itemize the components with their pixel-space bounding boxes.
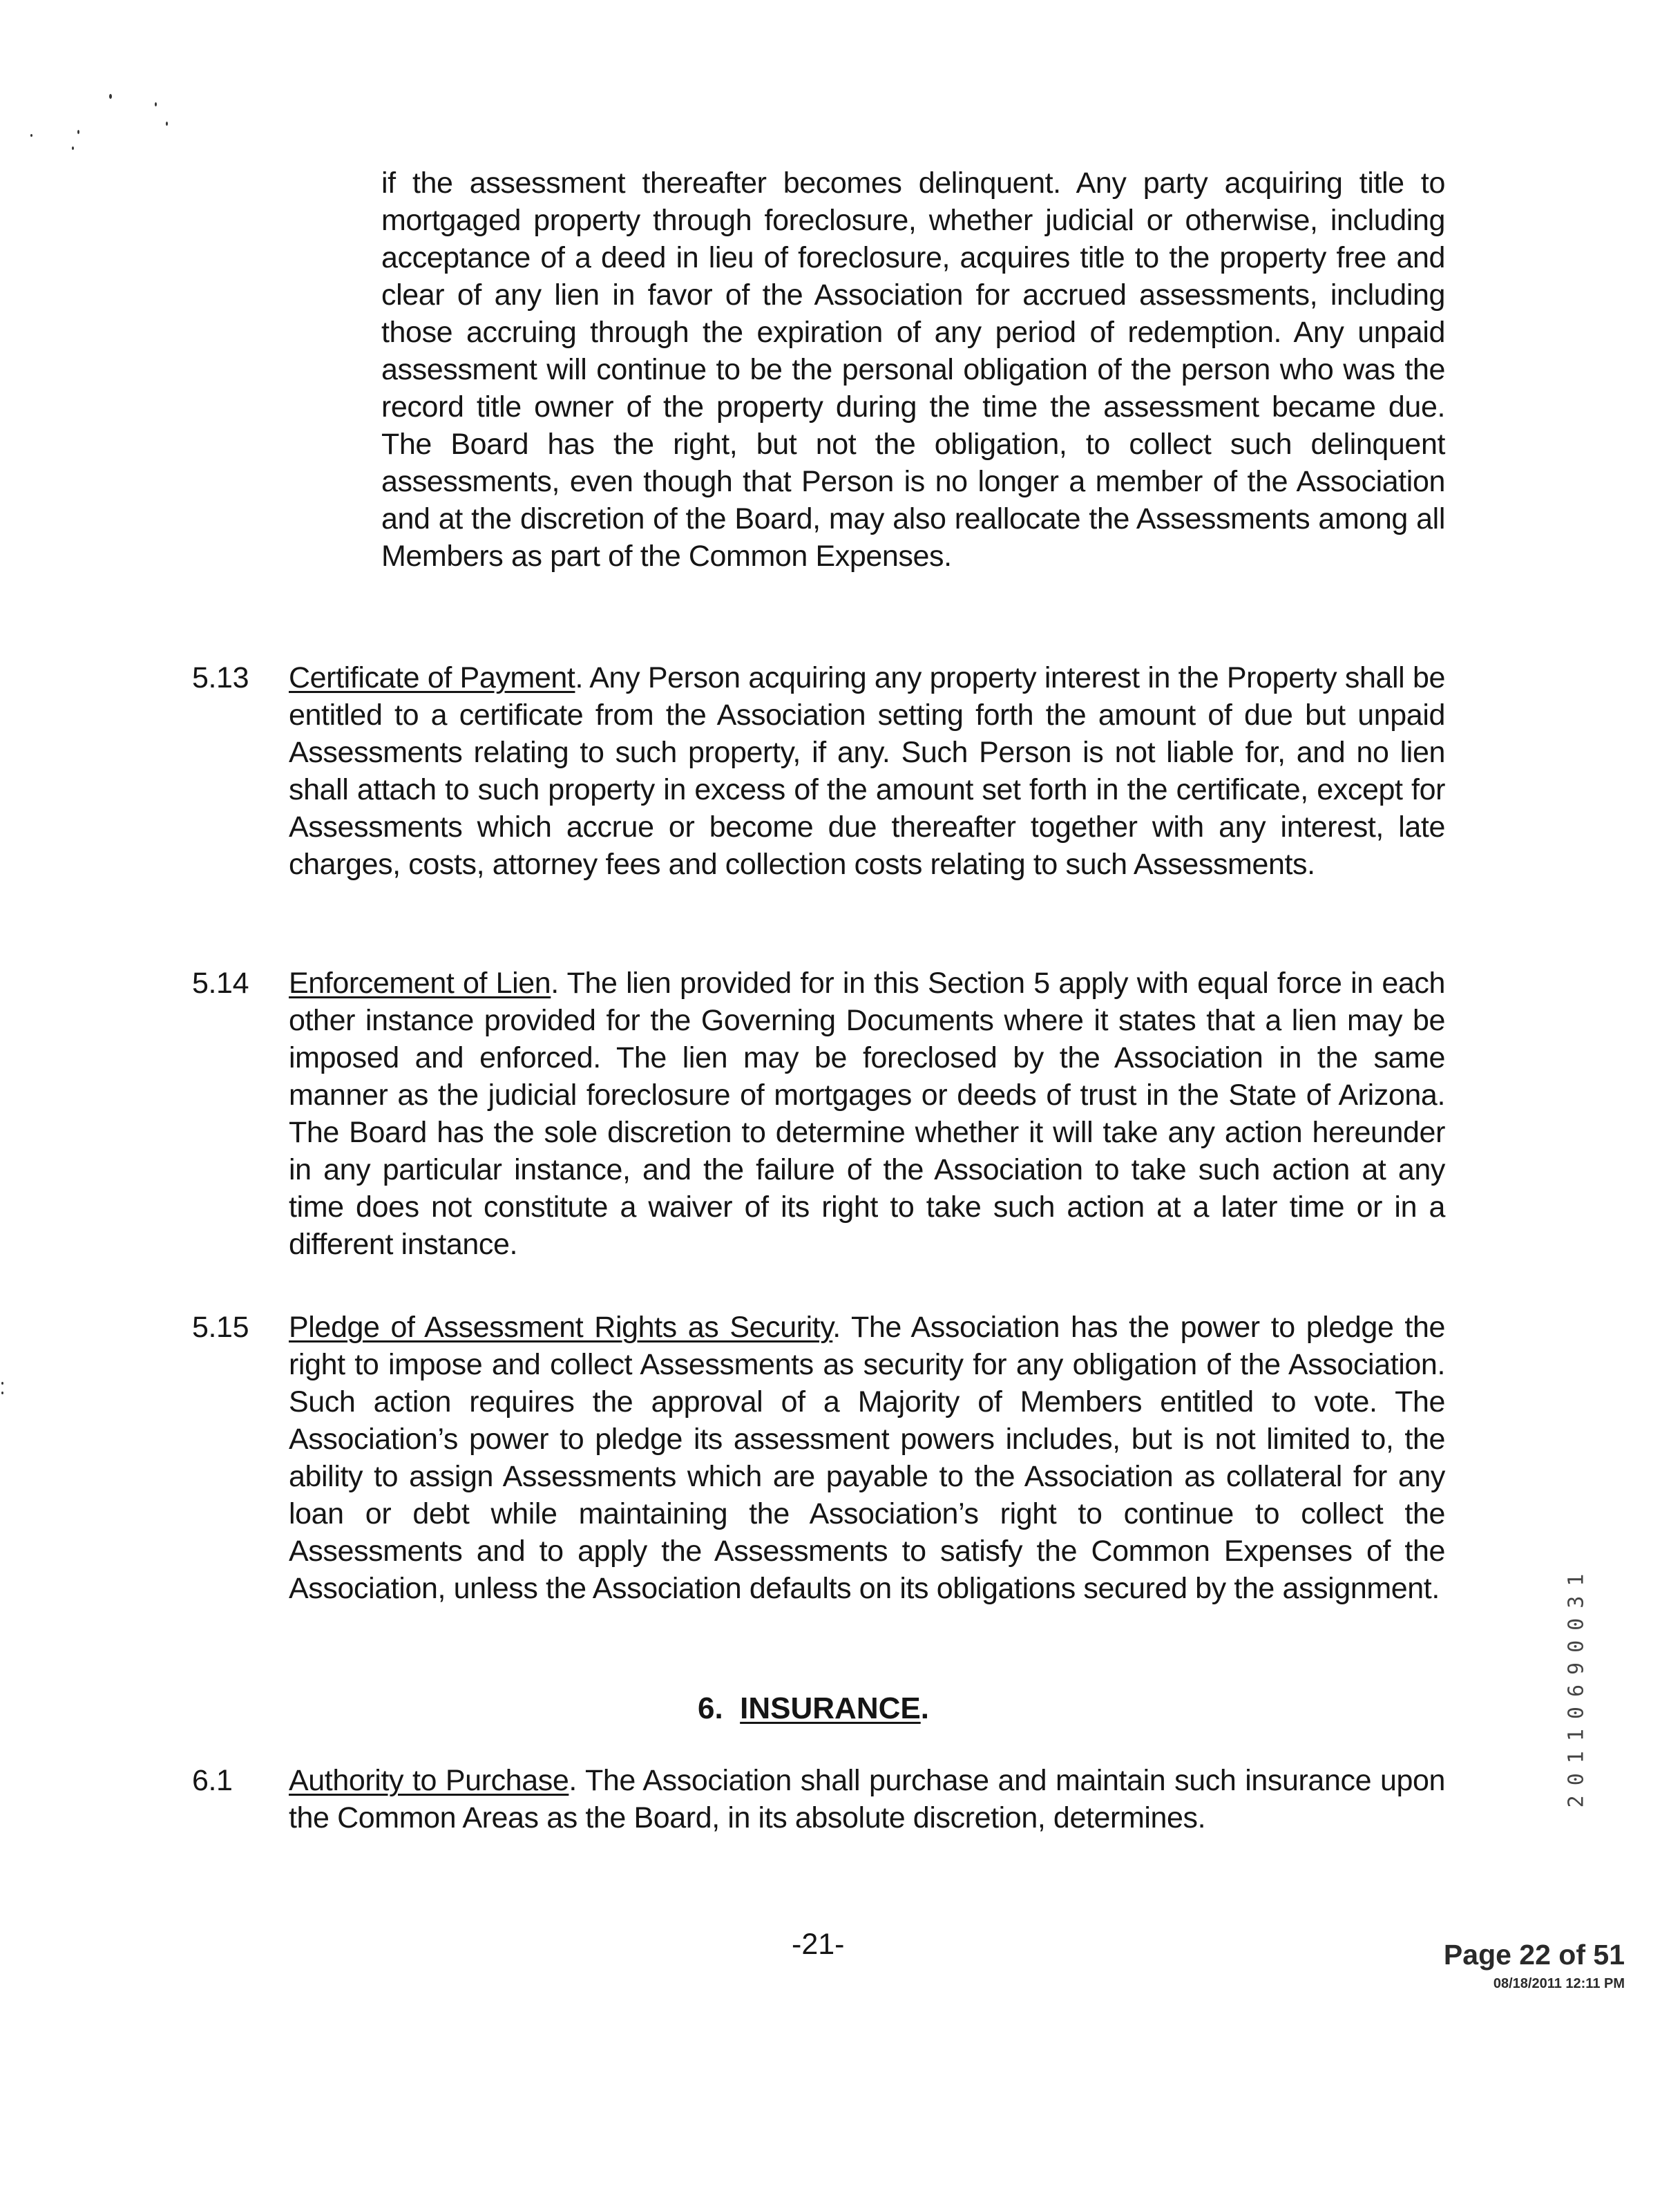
page-number: -21- [792,1928,845,1961]
scan-speck [72,146,74,150]
section-text: . The Association shall purchase and maintain such insurance upon the Common Areas as the Board, in its absolute discretion, determines. [289,1764,1445,1834]
scan-speck [109,94,112,99]
section-heading: Authority to Purchase [289,1764,569,1797]
section-heading: Enforcement of Lien [289,967,551,1000]
scan-speck [77,130,79,134]
section-body [289,965,1445,1263]
recording-number-text: 20110690031 [1564,1564,1589,1808]
recording-number-stamp [1563,1520,1590,1852]
section-number: 5.13 [192,661,249,694]
article-number: 6. [698,1691,723,1725]
section-text: . The Association has the power to pledge the right to impose and collect Assessments as security for any obligation of the Association. Such action requires the approval of a Majority of Members entitled to vote. The Association’s power to pledge its assessment powers includes, but is not limited to, the ability to assign Assessments which are payable to the Association as collateral for any loan or debt while maintaining the Association’s right to continue to collect the Assessments and to apply the Assessments to satisfy the Common Expenses of the Association, unless the Association defaults on its obligations secured by the assignment. [289,1311,1446,1605]
section-heading: Certificate of Payment [289,661,575,694]
section-5-15 [192,1309,1445,1607]
scan-speck [166,122,168,126]
article-heading-insurance [698,1690,929,1727]
section-body [289,1309,1445,1607]
scan-speck [1,1392,3,1394]
section-number: 5.14 [192,967,249,1000]
section-heading: Pledge of Assessment Rights as Security [289,1311,833,1344]
scan-speck [155,102,157,106]
section-number: 6.1 [192,1764,233,1797]
stamp-date: 08/18/2011 12:11 PM [1493,1976,1625,1991]
article-title-period: . [920,1691,929,1725]
section-5-14 [192,965,1445,1263]
section-number: 5.15 [192,1311,249,1344]
scan-speck [30,134,32,137]
stamp-page-count: Page 22 of 51 [1443,1939,1625,1971]
section-6-1 [192,1762,1445,1837]
section-text: . The lien provided for in this Section 5 apply with equal force in each other instance provided for the Governing Documents where it states that a lien may be imposed and enforced. The lien may be foreclosed by the Association in the same manner as the judicial foreclosure of mortgages or deeds of trust in the State of Arizona. The Board has the sole discretion to determine whether it will take any action hereunder in any particular instance, and the failure of the Association to take such action at any time does not constitute a waiver of its right to take such action at a later time or in a different instance. [289,967,1445,1261]
scan-speck [1,1382,3,1385]
continuation-paragraph: if the assessment thereafter becomes delinquent. Any party acquiring title to mortgaged property through foreclosure, whether judicial or otherwise, including acceptance of a deed in lieu of foreclosure, acquires title to the property free and clear of any lien in favor of the Association for accrued assessments, including those accruing through the expiration of any period of redemption. Any unpaid assessment will continue to be the personal obligation of the person who was the record title owner of the property during the time the assessment became due. The Board has the right, but not the obligation, to collect such delinquent assessments, even though that Person is no longer a member of the Association and at the discretion of the Board, may also reallocate the Assessments among all Members as part of the Common Expenses. [381,167,1445,573]
section-text: . Any Person acquiring any property interest in the Property shall be entitled to a certificate from the Association setting forth the amount of due but unpaid Assessments relating to such property, if any. Such Person is not liable for, and no lien shall attach to such property in excess of the amount set forth in the certificate, except for Assessments which accrue or become due thereafter together with any interest, late charges, costs, attorney fees and collection costs relating to such Assessments. [289,661,1445,881]
section-body [289,1762,1445,1837]
section-5-13 [192,659,1445,883]
section-body [289,659,1445,883]
article-title: INSURANCE [740,1691,921,1725]
